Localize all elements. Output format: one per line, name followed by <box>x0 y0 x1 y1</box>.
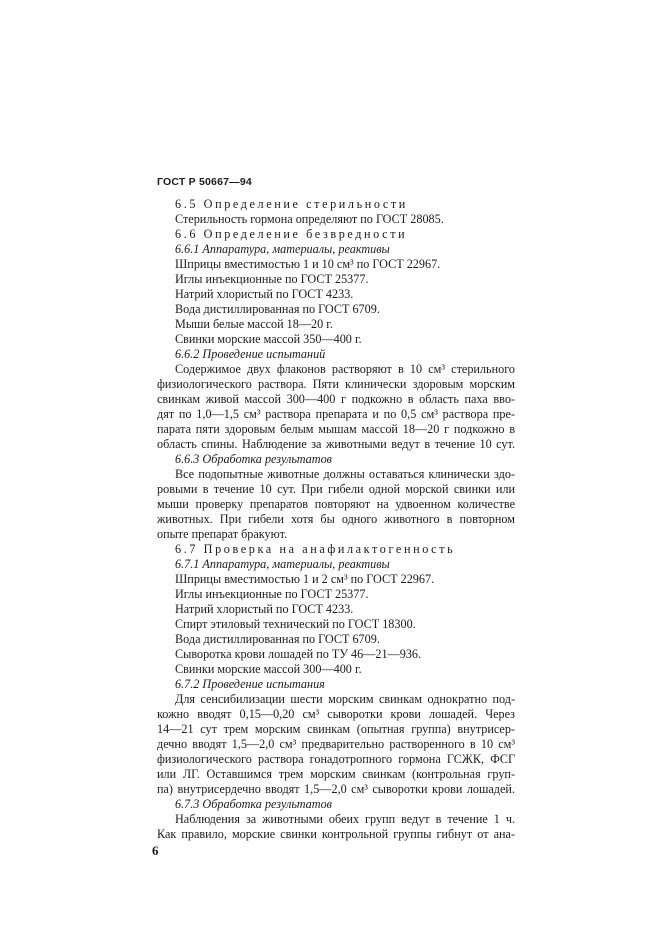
paragraph-line: или ЛГ. Оставшимся трем морским свинкам (контрольная груп- <box>157 767 515 781</box>
section-6-6-1-title: 6.6.1 Аппаратура, материалы, реактивы <box>175 242 390 256</box>
section-6-5-title: 6.5 Определение стерильности <box>175 197 408 211</box>
list-item: Сыворотка крови лошадей по ТУ 46—21—936. <box>175 647 422 661</box>
section-6-6-2-title: 6.6.2 Проведение испытаний <box>175 347 326 361</box>
paragraph-line: парата пяти здоровым белым мышам массой 18—20 г подкожно в <box>157 422 515 436</box>
section-6-7-1-title: 6.7.1 Аппаратура, материалы, реактивы <box>175 557 390 571</box>
paragraph-line: кожно вводят 0,15—0,20 см³ сыворотки крови лошадей. Через <box>157 707 515 721</box>
paragraph-line: мыши проверку препаратов повторяют на удвоенном количестве <box>157 497 515 511</box>
paragraph-line: ровыми в течение 10 сут. При гибели одной морской свинки или <box>157 482 515 496</box>
list-item: Шприцы вместимостью 1 и 10 см³ по ГОСТ 22967. <box>175 257 441 271</box>
list-item: Иглы инъекционные по ГОСТ 25377. <box>175 272 369 286</box>
section-6-5-text: Стерильность гормона определяют по ГОСТ 28085. <box>175 212 444 226</box>
paragraph-line: опыте препарат бракуют. <box>157 527 288 541</box>
paragraph-line: Все подопытные животные должны оставаться клинически здо- <box>175 467 515 481</box>
paragraph-line: дечно вводят 1,5—2,0 см³ предварительно растворенного в 10 см³ <box>157 737 515 751</box>
paragraph-line: Как правило, морские свинки контрольной группы гибнут от ана- <box>157 827 515 841</box>
paragraph-line: Для сенсибилизации шести морским свинкам однократно под- <box>175 692 515 706</box>
list-item: Свинки морские массой 350—400 г. <box>175 332 362 346</box>
list-item: Натрий хлористый по ГОСТ 4233. <box>175 287 354 301</box>
list-item: Шприцы вместимостью 1 и 2 см³ по ГОСТ 22967. <box>175 572 435 586</box>
paragraph-line: дят по 1,0—1,5 см³ раствора препарата и по 0,5 см³ раствора пре- <box>157 407 515 421</box>
section-6-7-2-title: 6.7.2 Проведение испытания <box>175 677 325 691</box>
section-6-7-3-title: 6.7.3 Обработка результатов <box>175 797 332 811</box>
list-item: Спирт этиловый технический по ГОСТ 18300. <box>175 617 416 631</box>
section-6-6-3-title: 6.6.3 Обработка результатов <box>175 452 332 466</box>
list-item: Натрий хлористый по ГОСТ 4233. <box>175 602 354 616</box>
page-number: 6 <box>152 843 159 858</box>
paragraph-line: 14—21 сут трем морским свинкам (опытная группа) внутрисер- <box>157 722 515 736</box>
paragraph-line: физиологического раствора гонадотропного гормона ГСЖК, ФСГ <box>157 752 515 766</box>
list-item: Мыши белые массой 18—20 г. <box>175 317 333 331</box>
paragraph-line: животных. При гибели хотя бы одного животного в повторном <box>157 512 515 526</box>
list-item: Вода дистиллированная по ГОСТ 6709. <box>175 302 380 316</box>
paragraph-line: Наблюдения за животными обеих групп ведут в течение 1 ч. <box>175 812 515 826</box>
list-item: Вода дистиллированная по ГОСТ 6709. <box>175 632 380 646</box>
list-item: Иглы инъекционные по ГОСТ 25377. <box>175 587 369 601</box>
paragraph-line: область спины. Наблюдение за животными ведут в течение 10 сут. <box>157 437 515 451</box>
document-header: ГОСТ Р 50667—94 <box>157 176 252 188</box>
paragraph-line: физиологического раствора. Пяти клинически здоровым морским <box>157 377 515 391</box>
paragraph-line: Содержимое двух флаконов растворяют в 10 см³ стерильного <box>175 362 515 376</box>
section-6-7-title: 6.7 Проверка на анафилактогенность <box>175 542 456 556</box>
section-6-6-title: 6.6 Определение безвредности <box>175 227 408 241</box>
paragraph-line: свинкам живой массой 300—400 г подкожно в область паха вво- <box>157 392 515 406</box>
paragraph-line: па) внутрисердечно вводят 1,5—2,0 см³ сыворотки крови лошадей. <box>157 782 515 796</box>
list-item: Свинки морские массой 300—400 г. <box>175 662 362 676</box>
